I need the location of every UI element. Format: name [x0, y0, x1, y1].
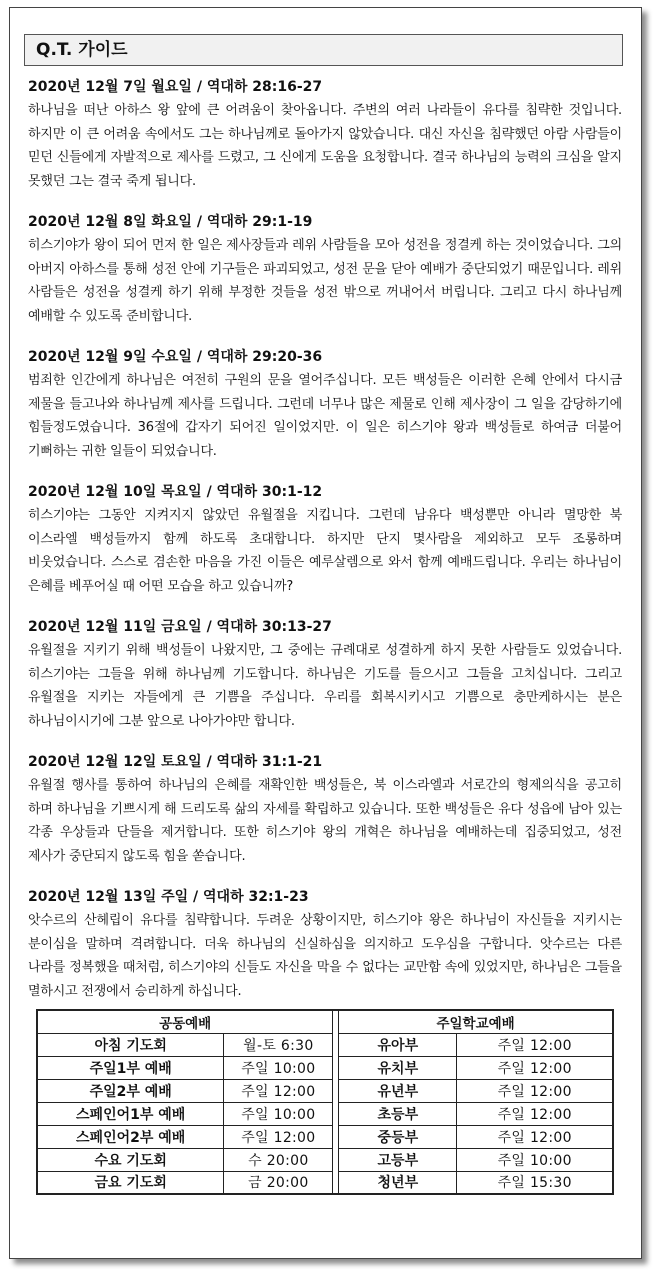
- worship-schedule-table: [36, 1009, 614, 1195]
- entry-heading: 2020년 12월 12일 토요일 / 역대하 31:1-21: [28, 754, 323, 770]
- qt-entry: [28, 752, 622, 868]
- table-row: [37, 1102, 613, 1125]
- school-dept-time: 주일 12:00: [457, 1056, 613, 1079]
- table-row: [37, 1171, 613, 1194]
- entry-body: 유월절 행사를 통하여 하나님의 은혜를 재확인한 백성들은, 북 이스라엘과 서로간의 형제의식을 공고히 하며 하나님을 기쁘시게 해 드리도록 삶의 자세를 확립하고 있습니다. 또한 백성들은 유다 성읍에 남아 있는 각종 우상들과 단들을 제거합니다. 또한 히스기야 왕의 개혁은 하나님을 예배하는데 집중되었고, 성전 제사가 중단되지 않도록 힘을 쏟습니다.: [28, 778, 622, 864]
- service-time: 주일 12:00: [224, 1079, 333, 1102]
- school-dept-name: 청년부: [339, 1171, 457, 1194]
- entry-heading: 2020년 12월 9일 수요일 / 역대하 29:20-36: [28, 349, 323, 365]
- school-dept-name: 유년부: [339, 1079, 457, 1102]
- qt-entry: [28, 77, 622, 193]
- service-name: 아침 기도회: [37, 1033, 224, 1056]
- service-time: 주일 10:00: [224, 1056, 333, 1079]
- service-time: 주일 10:00: [224, 1102, 333, 1125]
- service-name: 주일2부 예배: [37, 1079, 224, 1102]
- service-name: 주일1부 예배: [37, 1056, 224, 1079]
- school-dept-time: 주일 12:00: [457, 1033, 613, 1056]
- service-name: 스페인어1부 예배: [37, 1102, 224, 1125]
- qt-entry: [28, 482, 622, 598]
- entry-body: 히스기야는 그동안 지켜지지 않았던 유월절을 지킵니다. 그런데 남유다 백성뿐만 아니라 멸망한 북 이스라엘 백성들까지 함께 하도록 초대합니다. 하지만 단지 몇사람을 제외하고 모두 조롱하며 비웃었습니다. 스스로 겸손한 마음을 가진 이들은 예루살렘으로 와서 함께 예배드립니다. 우리는 하나님이 은혜를 베푸어실 때 어떤 모습을 하고 있습니까?: [28, 508, 622, 594]
- qt-entry: [28, 617, 622, 733]
- service-time: 월-토 6:30: [224, 1033, 333, 1056]
- school-dept-time: 주일 12:00: [457, 1125, 613, 1148]
- qt-entry: [28, 212, 622, 328]
- service-name: 스페인어2부 예배: [37, 1125, 224, 1148]
- table-row: [37, 1056, 613, 1079]
- school-dept-time: 주일 12:00: [457, 1079, 613, 1102]
- entry-heading: 2020년 12월 10일 목요일 / 역대하 30:1-12: [28, 484, 323, 500]
- table-row: [37, 1033, 613, 1056]
- entry-heading: 2020년 12월 11일 금요일 / 역대하 30:13-27: [28, 619, 332, 635]
- service-name: 금요 기도회: [37, 1171, 224, 1194]
- qt-entries: [28, 77, 622, 1022]
- school-dept-time: 주일 12:00: [457, 1102, 613, 1125]
- service-name: 수요 기도회: [37, 1148, 224, 1171]
- entry-heading: 2020년 12월 7일 월요일 / 역대하 28:16-27: [28, 79, 323, 95]
- service-time: 수 20:00: [224, 1148, 333, 1171]
- school-dept-time: 주일 10:00: [457, 1148, 613, 1171]
- bulletin-page: [9, 7, 642, 1259]
- entry-body: 히스기야가 왕이 되어 먼저 한 일은 제사장들과 레위 사람들을 모아 성전을 정결케 하는 것이었습니다. 그의 아버지 아하스를 통해 성전 안에 기구들은 파괴되었고, 성전 문을 닫아 예배가 중단되었기 때문입니다. 레위 사람들은 성전을 성결케 하기 위해 부정한 것들을 성전 밖으로 꺼내어서 버립니다. 그리고 다시 하나님께 예배할 수 있도록 준비합니다.: [28, 238, 622, 324]
- school-dept-name: 유치부: [339, 1056, 457, 1079]
- qt-entry: [28, 887, 622, 1003]
- left-table-header: 공동예배: [37, 1010, 333, 1033]
- service-time: 금 20:00: [224, 1171, 333, 1194]
- table-header-row: [37, 1010, 613, 1033]
- entry-body: 유월절을 지키기 위해 백성들이 나왔지만, 그 중에는 규례대로 성결하게 하지 못한 사람들도 있었습니다. 히스기야는 그들을 위해 하나님께 기도합니다. 하나님은 기도를 들으시고 그들을 고치십니다. 그리고 유월절을 지키는 자들에게 큰 기쁨을 주십니다. 우리를 회복시키시고 기쁨으로 충만케하시는 분은 하나님이시기에 그분 앞으로 나아가야만 합니다.: [28, 643, 622, 729]
- entry-body: 범죄한 인간에게 하나님은 여전히 구원의 문을 열어주십니다. 모든 백성들은 이러한 은혜 안에서 다시금 제물을 들고나와 하나님께 제사를 드립니다. 그런데 너무나 많은 제물로 인해 제사장이 그 일을 감당하기에 힘들정도였습니다. 36절에 갑자기 되어진 일이었지만. 이 일은 히스기야 왕과 백성들로 하여금 더불어 기뻐하는 귀한 일들이 되었습니다.: [28, 373, 622, 459]
- entry-body: 하나님을 떠난 아하스 왕 앞에 큰 어려움이 찾아옵니다. 주변의 여러 나라들이 유다를 침략한 것입니다. 하지만 이 큰 어려움 속에서도 그는 하나님께로 돌아가지 않았습니다. 대신 자신을 침략했던 아람 사람들이 믿던 신들에게 자발적으로 제사를 드렸고, 그 신에게 도움을 요청합니다. 결국 하나님의 능력의 크심을 알지 못했던 그는 결국 죽게 됩니다.: [28, 103, 622, 189]
- entry-heading: 2020년 12월 13일 주일 / 역대하 32:1-23: [28, 889, 309, 905]
- table-row: [37, 1125, 613, 1148]
- service-time: 주일 12:00: [224, 1125, 333, 1148]
- table-row: [37, 1148, 613, 1171]
- school-dept-name: 초등부: [339, 1102, 457, 1125]
- qt-entry: [28, 347, 622, 463]
- entry-heading: 2020년 12월 8일 화요일 / 역대하 29:1-19: [28, 214, 313, 230]
- page-title: Q.T. 가이드: [24, 34, 623, 66]
- school-dept-name: 중등부: [339, 1125, 457, 1148]
- school-dept-name: 유아부: [339, 1033, 457, 1056]
- school-dept-time: 주일 15:30: [457, 1171, 613, 1194]
- entry-body: 앗수르의 산헤립이 유다를 침략합니다. 두려운 상황이지만, 히스기야 왕은 하나님이 자신들을 지키시는 분이심을 말하며 격려합니다. 더욱 하나님의 신실하심을 의지하고 도우심을 구합니다. 앗수르는 다른 나라를 정복했을 때처럼, 히스기야의 신들도 자신을 막을 수 없다는 교만함 속에 있었지만, 하나님은 그들을 멸하시고 전쟁에서 승리하게 하십니다.: [28, 913, 622, 999]
- table-row: [37, 1079, 613, 1102]
- school-dept-name: 고등부: [339, 1148, 457, 1171]
- right-table-header: 주일학교예배: [339, 1010, 613, 1033]
